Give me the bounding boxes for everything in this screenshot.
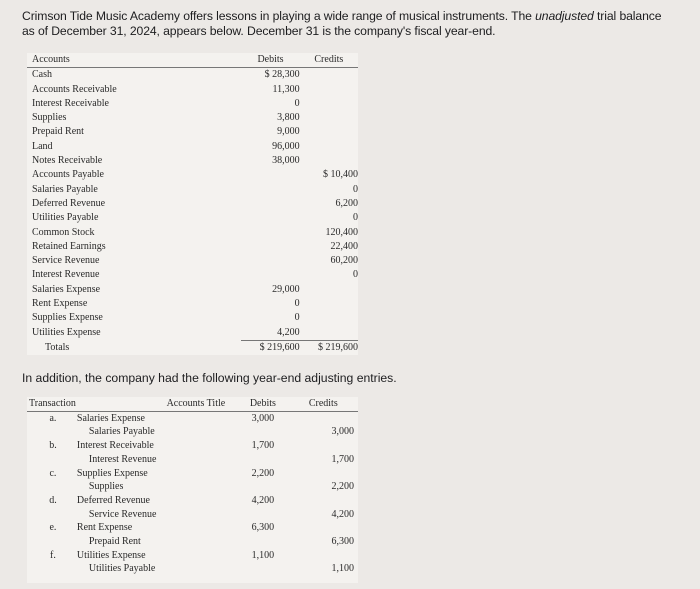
entry-account-title: Supplies Expense — [76, 467, 148, 479]
entry-credit: 4,200 — [331, 508, 354, 520]
transaction-letter: d. — [49, 494, 57, 506]
adjusting-row — [27, 521, 358, 535]
totals-label: Totals — [45, 341, 70, 353]
trial-balance-row — [27, 226, 358, 240]
entry-account-title: Rent Expense — [76, 522, 133, 534]
entry-credit: 1,700 — [331, 453, 354, 465]
entry-debit — [233, 535, 292, 549]
account-name: Rent Expense — [32, 298, 88, 310]
account-name: Interest Receivable — [32, 97, 109, 109]
account-name: Utilities Expense — [32, 326, 101, 338]
intro-italic: unadjusted — [535, 9, 594, 23]
account-name: Notes Receivable — [32, 155, 103, 167]
transaction-letter — [27, 535, 77, 549]
trial-balance-panel — [27, 53, 358, 355]
adj-debits-header: Debits — [233, 397, 292, 411]
trial-balance-header-row — [27, 53, 358, 68]
entry-credit — [293, 467, 358, 481]
credit-amount — [300, 311, 358, 325]
debit-amount — [241, 168, 299, 182]
account-name: Retained Earnings — [32, 240, 106, 252]
entry-credit — [293, 549, 358, 563]
trial-balance-row — [27, 154, 358, 168]
credit-amount — [300, 111, 358, 125]
account-name: Deferred Revenue — [32, 197, 106, 209]
entry-debit: 4,200 — [251, 494, 275, 506]
credit-amount: 0 — [353, 269, 358, 281]
debit-amount — [241, 197, 299, 211]
credit-amount — [300, 283, 358, 297]
entry-debit — [233, 508, 292, 522]
transaction-letter — [27, 453, 77, 467]
trial-balance-row — [27, 197, 358, 211]
entry-account-title: Utilities Payable — [88, 563, 156, 575]
entry-account-title: Deferred Revenue — [76, 494, 150, 506]
credit-amount: $ 10,400 — [323, 169, 358, 181]
entry-account-title: Supplies — [88, 481, 124, 493]
trial-balance-row — [27, 311, 358, 325]
account-name: Prepaid Rent — [32, 126, 84, 138]
account-name: Salaries Payable — [32, 183, 98, 195]
entry-account-title: Salaries Payable — [88, 426, 155, 438]
transaction-letter — [27, 425, 77, 439]
account-name: Salaries Expense — [32, 283, 101, 295]
entry-account-title: Interest Receivable — [76, 440, 154, 452]
trial-balance-row — [27, 268, 358, 282]
credit-amount — [300, 125, 358, 139]
entry-credit — [293, 521, 358, 535]
credit-amount: 6,200 — [335, 197, 358, 209]
account-name: Common Stock — [32, 226, 95, 238]
adj-credits-header: Credits — [293, 397, 358, 411]
account-name: Cash — [32, 69, 52, 81]
debit-amount: 38,000 — [272, 155, 300, 167]
trial-balance-row — [27, 240, 358, 254]
adjusting-entries-panel — [27, 397, 358, 583]
account-name: Accounts Payable — [32, 169, 104, 181]
entry-debit — [233, 425, 292, 439]
transaction-letter — [27, 562, 77, 576]
trial-balance-row — [27, 168, 358, 182]
credit-amount: 120,400 — [325, 226, 358, 238]
entry-credit — [293, 494, 358, 508]
transaction-letter: c. — [49, 467, 57, 479]
trial-balance-table — [27, 53, 358, 355]
debit-amount — [241, 268, 299, 282]
entry-credit — [293, 411, 358, 425]
adjusting-row — [27, 439, 358, 453]
transaction-letter: e. — [49, 522, 57, 534]
debit-amount — [241, 226, 299, 240]
adjusting-row — [27, 549, 358, 563]
entry-debit: 2,200 — [251, 467, 275, 479]
trial-balance-row — [27, 326, 358, 341]
adjusting-intro: In addition, the company had the following year-end adjusting entries. — [22, 371, 397, 385]
debit-amount — [241, 240, 299, 254]
trial-balance-row — [27, 297, 358, 311]
accounts-title-header: Accounts Title — [77, 397, 233, 411]
trial-balance-body — [27, 68, 358, 341]
adjusting-row — [27, 467, 358, 481]
entry-debit: 1,700 — [251, 440, 275, 452]
trial-balance-row — [27, 97, 358, 111]
account-name: Interest Revenue — [32, 269, 100, 281]
trial-balance-row — [27, 125, 358, 139]
entry-debit: 6,300 — [251, 522, 275, 534]
account-name: Supplies — [32, 112, 67, 124]
debit-amount: 0 — [294, 97, 300, 109]
trial-balance-row — [27, 254, 358, 268]
credit-amount — [300, 140, 358, 154]
credit-amount — [300, 326, 358, 341]
adjusting-row — [27, 411, 358, 425]
account-name: Land — [32, 140, 53, 152]
entry-debit: 3,000 — [251, 412, 275, 424]
entry-credit: 1,100 — [331, 563, 354, 575]
debit-amount: 4,200 — [277, 326, 300, 338]
debit-amount: 3,800 — [277, 112, 300, 124]
entry-credit: 3,000 — [331, 426, 354, 438]
entry-debit — [233, 480, 292, 494]
totals-credit: $ 219,600 — [300, 340, 358, 355]
entry-account-title: Salaries Expense — [76, 412, 145, 424]
credit-amount — [300, 154, 358, 168]
debit-amount: 0 — [294, 298, 300, 310]
transaction-letter: b. — [49, 440, 57, 452]
credit-amount: 22,400 — [330, 240, 358, 252]
intro-text-2: trial balance as of December 31, 2024, appears below. December 31 is the company's fiscal year-end. — [22, 9, 662, 38]
account-name: Supplies Expense — [32, 312, 103, 324]
adjusting-row — [27, 425, 358, 439]
totals-row — [27, 340, 358, 355]
credit-amount: 0 — [353, 212, 358, 224]
account-name: Utilities Payable — [32, 212, 99, 224]
credit-amount — [300, 97, 358, 111]
credit-amount: 60,200 — [330, 255, 358, 267]
adjusting-entries-table — [27, 397, 358, 576]
transaction-letter: f. — [50, 549, 56, 561]
entry-account-title: Interest Revenue — [88, 453, 157, 465]
adjusting-body — [27, 411, 358, 576]
trial-balance-row — [27, 183, 358, 197]
debit-amount — [241, 254, 299, 268]
adjusting-row — [27, 508, 358, 522]
adjusting-row — [27, 535, 358, 549]
adjusting-header-row — [27, 397, 358, 411]
credit-amount — [300, 297, 358, 311]
transaction-letter — [27, 508, 77, 522]
transaction-letter — [27, 480, 77, 494]
debits-header: Debits — [241, 53, 299, 68]
trial-balance-row — [27, 211, 358, 225]
debit-amount: 96,000 — [272, 140, 300, 152]
debit-amount: 11,300 — [272, 83, 300, 95]
trial-balance-row — [27, 283, 358, 297]
debit-amount: 0 — [294, 312, 300, 324]
adjusting-row — [27, 494, 358, 508]
entry-debit: 1,100 — [251, 549, 275, 561]
debit-amount — [241, 211, 299, 225]
trial-balance-row — [27, 140, 358, 154]
trial-balance-row — [27, 83, 358, 97]
totals-debit: $ 219,600 — [241, 340, 299, 355]
account-name: Service Revenue — [32, 255, 100, 267]
debit-amount: 9,000 — [277, 126, 300, 138]
trial-balance-row — [27, 111, 358, 125]
debit-amount — [241, 183, 299, 197]
credit-amount: 0 — [353, 183, 358, 195]
transaction-header: Transaction — [27, 397, 77, 411]
credit-amount — [300, 68, 358, 83]
adjusting-row — [27, 480, 358, 494]
transaction-letter: a. — [49, 412, 57, 424]
trial-balance-row — [27, 68, 358, 83]
entry-credit: 6,300 — [331, 536, 354, 548]
account-name: Accounts Receivable — [32, 83, 117, 95]
entry-account-title: Prepaid Rent — [88, 536, 141, 548]
debit-amount: 29,000 — [272, 283, 300, 295]
credits-header: Credits — [300, 53, 358, 68]
credit-amount — [300, 83, 358, 97]
intro-text-1: Crimson Tide Music Academy offers lessons in playing a wide range of musical instruments. The — [22, 9, 536, 23]
accounts-header: Accounts — [27, 53, 241, 68]
entry-debit — [233, 453, 292, 467]
entry-account-title: Utilities Expense — [76, 549, 146, 561]
entry-credit — [293, 439, 358, 453]
problem-intro — [22, 9, 672, 39]
entry-credit: 2,200 — [331, 481, 354, 493]
adjusting-row — [27, 453, 358, 467]
entry-account-title: Service Revenue — [88, 508, 157, 520]
debit-amount: $ 28,300 — [264, 69, 300, 81]
entry-debit — [233, 562, 292, 576]
adjusting-row — [27, 562, 358, 576]
